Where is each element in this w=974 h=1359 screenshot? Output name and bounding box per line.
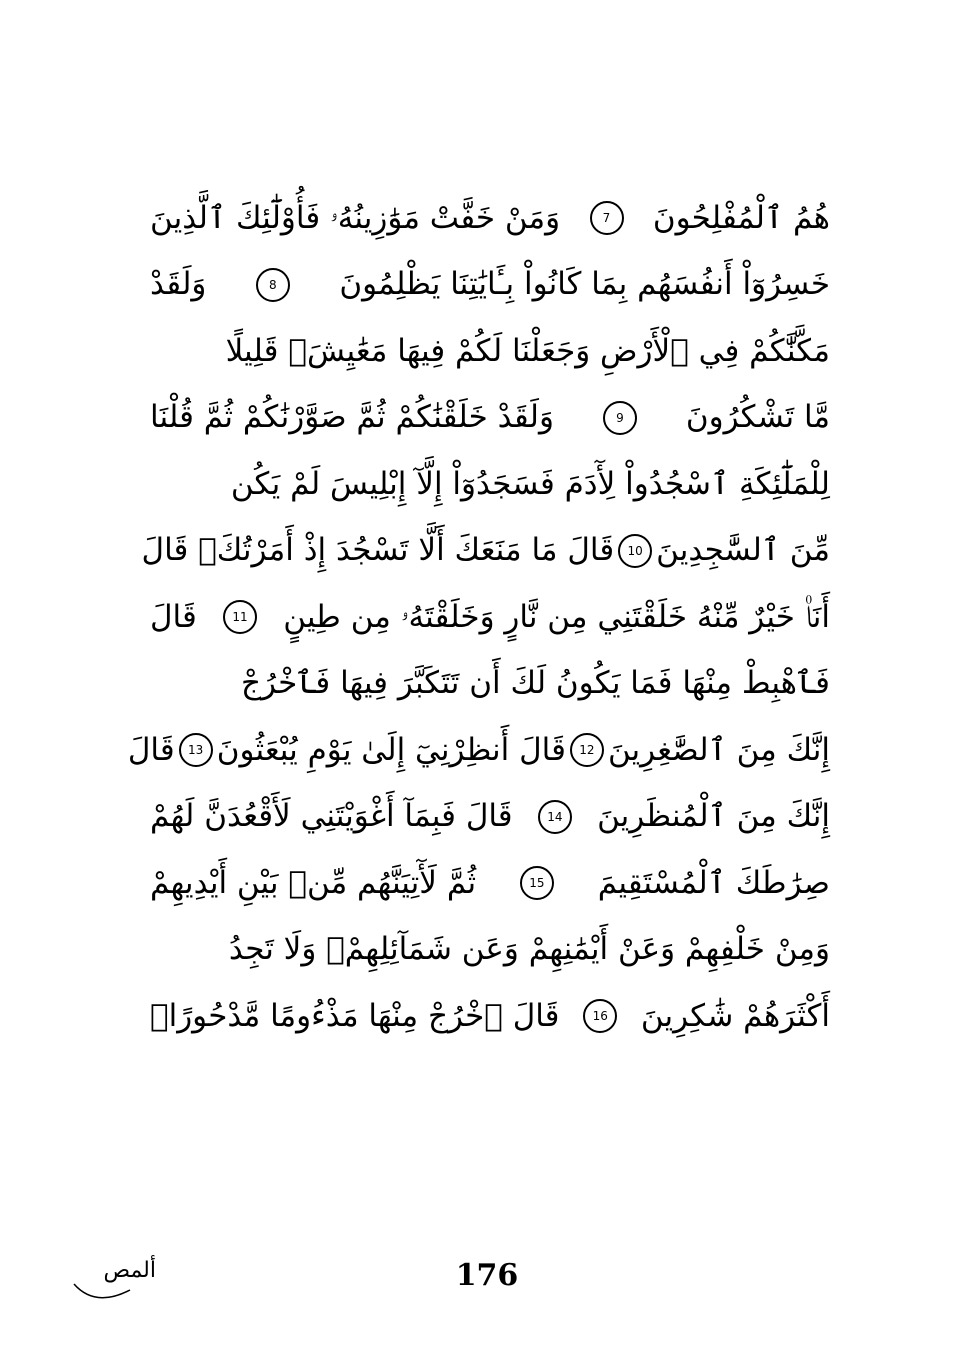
verse-text: إِنَّكَ مِنَ ٱلْمُنظَرِينَ [597, 798, 830, 835]
text-line [141, 518, 830, 585]
verse-text: أَنَا۠ خَيْرٌ مِّنْهُ خَلَقْتَنِي مِن نَّارٍ وَخَلَقْتَهُۥ مِن طِينٍ [283, 598, 830, 635]
juz-marker-text: ألمص [103, 1258, 156, 1283]
verse-text: قَالَ فَبِمَآ أَغْوَيْتَنِي لَأَقْعُدَنَّ لَهُمْ [150, 798, 513, 835]
text-line [150, 917, 830, 984]
text-line [150, 651, 830, 718]
verse-text: قَالَ أَنظِرْنِيٓ إِلَىٰ يَوْمِ يُبْعَثُونَ [216, 731, 566, 768]
ayah-end-marker: 16 [583, 999, 617, 1033]
verse-text: مَكَّنَّٰكُمْ فِي ٱلْأَرْضِ وَجَعَلْنَا لَكُمْ فِيهَا مَعَٰيِشَۗ قَلِيلًا [225, 332, 830, 369]
verse-text: لِلْمَلَٰٓئِكَةِ ٱسْجُدُواْ لِأٓدَمَ فَسَجَدُوٓاْ إِلَّآ إِبْلِيسَ لَمْ يَكُن [230, 465, 830, 502]
verse-text: خَسِرُوٓاْ أَنفُسَهُم بِمَا كَانُواْ بِـَٔايَٰتِنَا يَظْلِمُونَ [339, 266, 830, 303]
verse-text: وَلَقَدْ [150, 266, 207, 303]
text-line [150, 451, 830, 518]
verse-text: قَالَ [127, 731, 175, 768]
verse-text: قَالَ [150, 598, 197, 635]
text-line [127, 717, 830, 784]
text-line [150, 385, 830, 452]
verse-text: صِرَٰطَكَ ٱلْمُسْتَقِيمَ [597, 864, 830, 901]
ayah-end-marker: 9 [603, 401, 637, 435]
text-line [150, 318, 830, 385]
text-line [150, 252, 830, 319]
ayah-end-marker: 8 [256, 268, 290, 302]
ayah-end-marker: 7 [590, 201, 624, 235]
verse-text: قَالَ ٱخْرُجْ مِنْهَا مَذْءُومًا مَّدْحُورًاۖ [150, 997, 560, 1034]
verse-text: هُمُ ٱلْمُفْلِحُونَ [652, 199, 830, 236]
verse-text: أَكْثَرَهُمْ شَٰكِرِينَ [640, 997, 830, 1034]
ayah-end-marker: 15 [520, 866, 554, 900]
ayah-end-marker: 11 [223, 600, 257, 634]
verse-text: وَلَقَدْ خَلَقْنَٰكُمْ ثُمَّ صَوَّرْنَٰكُمْ ثُمَّ قُلْنَا [150, 399, 554, 436]
text-line [150, 584, 830, 651]
text-line [150, 185, 830, 252]
verse-text: قَالَ مَا مَنَعَكَ أَلَّا تَسْجُدَ إِذْ أَمَرْتُكَۖ قَالَ [141, 532, 615, 569]
verse-text: وَمِنْ خَلْفِهِمْ وَعَنْ أَيْمَٰنِهِمْ وَعَن شَمَآئِلِهِمْۖ وَلَا تَجِدُ [228, 931, 830, 968]
verse-text: إِنَّكَ مِنَ ٱلصَّٰغِرِينَ [607, 731, 830, 768]
text-line [150, 784, 830, 851]
ayah-end-marker: 10 [618, 534, 652, 568]
verse-text: مَّا تَشْكُرُونَ [685, 399, 830, 436]
ayah-end-marker: 14 [538, 800, 572, 834]
quran-text-block [127, 185, 830, 1050]
page-number: 176 [455, 1258, 519, 1293]
text-line [150, 850, 830, 917]
verse-text: فَٱهْبِطْ مِنْهَا فَمَا يَكُونُ لَكَ أَن تَتَكَبَّرَ فِيهَا فَٱخْرُجْ [240, 665, 830, 702]
verse-text: مِّنَ ٱلسَّٰجِدِينَ [656, 532, 830, 569]
ayah-end-marker: 12 [570, 733, 604, 767]
text-line [150, 983, 830, 1050]
verse-text: ثُمَّ لَأٓتِيَنَّهُم مِّنۢ بَيْنِ أَيْدِيهِمْ [150, 864, 477, 901]
verse-text: وَمَنْ خَفَّتْ مَوَٰزِينُهُۥ فَأُوْلَٰٓئِكَ ٱلَّذِينَ [150, 199, 561, 236]
ayah-end-marker: 13 [179, 733, 213, 767]
